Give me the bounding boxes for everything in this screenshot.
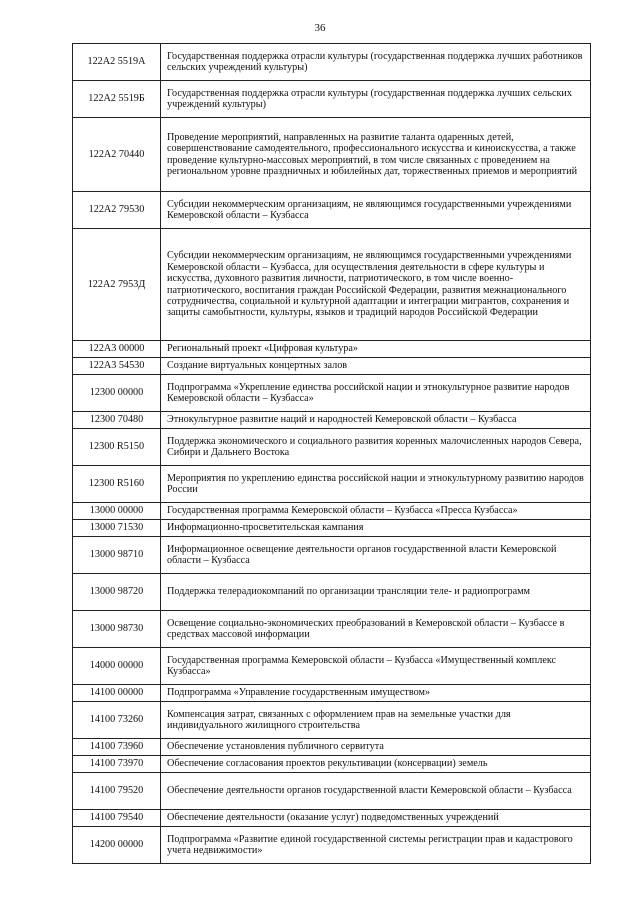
table-row <box>73 756 591 773</box>
table-row <box>73 375 591 412</box>
table-row <box>73 118 591 192</box>
row-code: 14200 00000 <box>73 827 161 864</box>
row-name: Информационно-просветительская кампания <box>161 520 591 537</box>
row-code: 12300 R5160 <box>73 466 161 503</box>
budget-classification-table <box>72 43 591 864</box>
row-code: 122А2 5519А <box>73 44 161 81</box>
row-code: 12300 70480 <box>73 412 161 429</box>
row-code: 13000 71530 <box>73 520 161 537</box>
row-name: Обеспечение установления публичного сервитута <box>161 739 591 756</box>
row-code: 122А3 54530 <box>73 358 161 375</box>
row-name: Поддержка телерадиокомпаний по организации трансляции теле- и радиопрограмм <box>161 574 591 611</box>
row-name: Государственная поддержка отрасли культуры (государственная поддержка лучших сельских учреждений культуры) <box>161 81 591 118</box>
row-name: Этнокультурное развитие наций и народностей Кемеровской области – Кузбасса <box>161 412 591 429</box>
row-name: Субсидии некоммерческим организациям, не являющимся государственными учреждениями Кемеровской области – Кузбасса <box>161 192 591 229</box>
table-row <box>73 810 591 827</box>
table-row <box>73 229 591 341</box>
row-code: 122А2 5519Б <box>73 81 161 118</box>
table-row <box>73 429 591 466</box>
row-name: Субсидии некоммерческим организациям, не являющимся государственными учреждениями Кемеровской области – Кузбасса, для осуществления деятельности в сфере культуры и искусства, духовного развития личности, патриотического, в том числе военно-патриотического, воспитания граждан Российской Федерации, развития межнационального сотрудничества, социальной и культурной адаптации и интеграции мигрантов, сохранения и защиты самобытности, культуры, языков и традиций народов Российской Федерации <box>161 229 591 341</box>
row-name: Обеспечение деятельности органов государственной власти Кемеровской области – Кузбасса <box>161 773 591 810</box>
row-code: 14000 00000 <box>73 648 161 685</box>
table-row <box>73 44 591 81</box>
row-code: 13000 98730 <box>73 611 161 648</box>
table-row <box>73 503 591 520</box>
row-name: Поддержка экономического и социального развития коренных малочисленных народов Севера, Сибири и Дальнего Востока <box>161 429 591 466</box>
row-name: Обеспечение деятельности (оказание услуг) подведомственных учреждений <box>161 810 591 827</box>
row-code: 122А2 70440 <box>73 118 161 192</box>
row-code: 14100 79520 <box>73 773 161 810</box>
row-code: 122А2 79530 <box>73 192 161 229</box>
table-row <box>73 358 591 375</box>
table-row <box>73 773 591 810</box>
row-name: Государственная программа Кемеровской области – Кузбасса «Имущественный комплекс Кузбасса» <box>161 648 591 685</box>
row-code: 12300 R5150 <box>73 429 161 466</box>
row-code: 14100 73970 <box>73 756 161 773</box>
table-row <box>73 827 591 864</box>
table-row <box>73 192 591 229</box>
row-name: Региональный проект «Цифровая культура» <box>161 341 591 358</box>
row-name: Мероприятия по укреплению единства российской нации и этнокультурному развитию народов России <box>161 466 591 503</box>
row-name: Подпрограмма «Развитие единой государственной системы регистрации прав и кадастрового учета недвижимости» <box>161 827 591 864</box>
row-name: Освещение социально-экономических преобразований в Кемеровской области – Кузбассе в средствах массовой информации <box>161 611 591 648</box>
table-row <box>73 466 591 503</box>
table-row <box>73 702 591 739</box>
table-row <box>73 341 591 358</box>
page-number: 36 <box>314 22 326 34</box>
row-name: Подпрограмма «Управление государственным имуществом» <box>161 685 591 702</box>
row-name: Государственная программа Кемеровской области – Кузбасса «Пресса Кузбасса» <box>161 503 591 520</box>
table-row <box>73 574 591 611</box>
table-row <box>73 537 591 574</box>
row-name: Подпрограмма «Укрепление единства российской нации и этнокультурное развитие народов Кемеровской области – Кузбасса» <box>161 375 591 412</box>
row-code: 14100 00000 <box>73 685 161 702</box>
row-code: 13000 98710 <box>73 537 161 574</box>
row-code: 14100 73960 <box>73 739 161 756</box>
row-code: 12300 00000 <box>73 375 161 412</box>
table-row <box>73 412 591 429</box>
row-code: 122А3 00000 <box>73 341 161 358</box>
row-code: 14100 79540 <box>73 810 161 827</box>
row-name: Проведение мероприятий, направленных на развитие таланта одаренных детей, совершенствование самодеятельного, профессионального искусства и киноискусства, а также проведение культурно-массовых мероприятий, в том числе связанных с проведением на региональном уровне праздничных и юбилейных дат, торжественных приемов и мероприятий <box>161 118 591 192</box>
row-code: 13000 98720 <box>73 574 161 611</box>
row-name: Создание виртуальных концертных залов <box>161 358 591 375</box>
row-name: Информационное освещение деятельности органов государственной власти Кемеровской области – Кузбасса <box>161 537 591 574</box>
table-row <box>73 685 591 702</box>
table-row <box>73 739 591 756</box>
table-row <box>73 520 591 537</box>
row-code: 13000 00000 <box>73 503 161 520</box>
row-code: 122А2 7953Д <box>73 229 161 341</box>
row-code: 14100 73260 <box>73 702 161 739</box>
row-name: Обеспечение согласования проектов рекультивации (консервации) земель <box>161 756 591 773</box>
table-row <box>73 648 591 685</box>
table-row <box>73 611 591 648</box>
table-row <box>73 81 591 118</box>
row-name: Компенсация затрат, связанных с оформлением прав на земельные участки для индивидуального жилищного строительства <box>161 702 591 739</box>
row-name: Государственная поддержка отрасли культуры (государственная поддержка лучших работников сельских учреждений культуры) <box>161 44 591 81</box>
